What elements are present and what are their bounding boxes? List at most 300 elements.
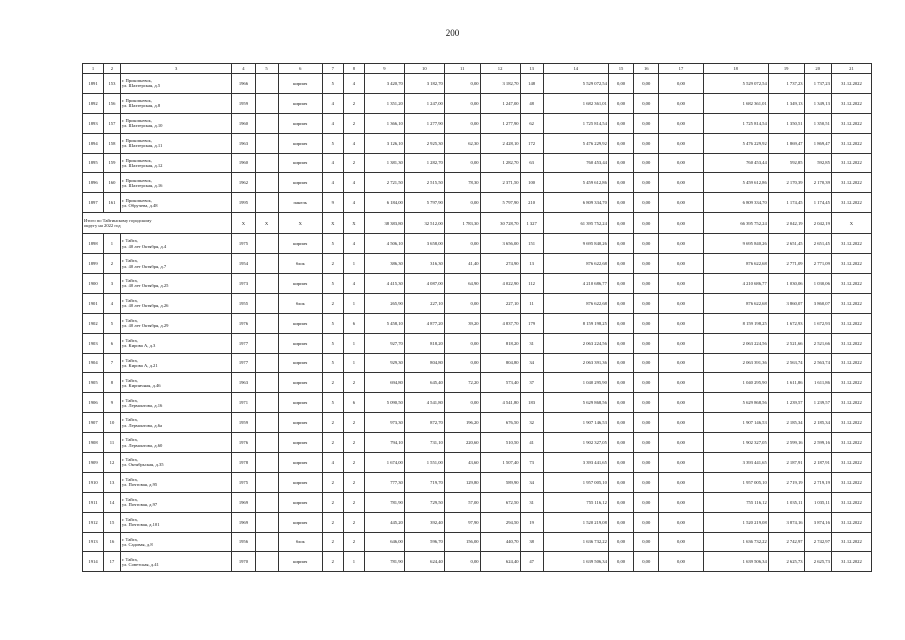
table-row [83,113,872,133]
table-cell: 1 239,57 [804,393,831,413]
table-cell: 0,00 [659,413,703,433]
subtotal-cell: X [322,213,343,234]
table-cell: 2 [322,512,343,532]
table-cell: 1 551,00 [404,453,444,473]
table-cell: кирпич [278,333,322,353]
table-cell [255,274,278,294]
table-cell: 5 629 868,56 [703,393,768,413]
header-cell: 15 [608,64,633,74]
table-cell: блок [278,254,322,274]
table-cell: 1 247,00 [480,93,520,113]
table-cell: 31.12.2022 [831,274,871,294]
table-cell: 159 [104,153,121,173]
table-cell: 0,00 [608,293,633,313]
table-cell: 1 725 814,54 [543,113,608,133]
table-cell: 4 [343,274,364,294]
table-cell: 1 [104,234,121,254]
table-cell: 2 371,50 [480,173,520,193]
table-cell: 5 [322,274,343,294]
table-cell: 31.12.2022 [831,153,871,173]
table-cell: 1899 [83,254,104,274]
table-cell: 2 [322,472,343,492]
table-cell: 1901 [83,293,104,313]
table-cell: 1955 [232,293,255,313]
table-row [83,472,872,492]
table-cell: 0,00 [608,393,633,413]
table-cell: 0,00 [634,173,659,193]
subtotal-cell: X [232,213,255,234]
table-cell: 2 521,66 [768,333,804,353]
table-cell: 0,00 [659,173,703,193]
page-number: 200 [445,28,460,38]
table-cell: 0,00 [634,353,659,373]
table-cell: 1 636 732,22 [703,532,768,552]
address-cell: г. Тайга, ул. Почтовая, д.101 [120,512,232,532]
table-cell: 1971 [232,393,255,413]
table-cell: 392,40 [404,512,444,532]
table-cell: 2 [343,433,364,453]
table-cell: 755 116,12 [543,492,608,512]
subtotal-cell: 2 042,19 [768,213,804,234]
table-cell: 1 611,86 [804,373,831,393]
address-cell: г. Тайга, ул. Почтовая, д.97 [120,492,232,512]
table-cell: 4 877,20 [404,313,444,333]
table-row [83,74,872,94]
table-cell: 294,50 [480,512,520,532]
address-cell: г. Тайга, ул. Советская, д.41 [120,552,232,572]
table-cell: 12 [104,453,121,473]
table-row [83,193,872,213]
table-cell: 624,40 [480,552,520,572]
table-cell: 0,00 [634,113,659,133]
header-cell: 19 [768,64,804,74]
table-cell: 179 [520,313,543,333]
table-cell: 7 [104,353,121,373]
table-cell: 0,00 [608,333,633,353]
table-cell [255,552,278,572]
table-cell: 510,50 [480,433,520,453]
table-cell: 62 [520,113,543,133]
table-cell: 1906 [83,393,104,413]
table-cell: 1 381,30 [364,153,404,173]
table-cell: 781,90 [364,552,404,572]
table-cell: 151 [520,234,543,254]
table-cell: 4 [322,453,343,473]
address-cell: г. Прокопьевск, ул. Шахтерская, д.11 [120,133,232,153]
table-cell: 2 [322,532,343,552]
table-cell: 1962 [232,173,255,193]
header-cell: 14 [543,64,608,74]
table-cell: 0,00 [608,532,633,552]
table-cell: 5 [322,133,343,153]
table-cell: 0,00 [659,93,703,113]
header-cell: 4 [232,64,255,74]
table-cell: панель [278,193,322,213]
table-cell: 694,80 [364,373,404,393]
table-cell: 37 [520,373,543,393]
table-cell: 73 [520,453,543,473]
table-cell: 1 035,11 [768,492,804,512]
table-cell: 1912 [83,512,104,532]
table-cell: 4 [343,133,364,153]
address-cell: г. Прокопьевск, ул. Шахтерская, д.16 [120,173,232,193]
table-cell: кирпич [278,274,322,294]
table-cell: 5 090,50 [364,393,404,413]
table-cell: 1 869,47 [804,133,831,153]
table-cell: 6 [104,333,121,353]
table-cell: 0,00 [608,413,633,433]
address-cell: г. Прокопьевск, ул. Шахтерская, д.5 [120,74,232,94]
address-cell: г. Тайга, ул. Кирпичная, д.46 [120,373,232,393]
table-cell: 5 797,90 [404,193,444,213]
table-cell: 1977 [232,353,255,373]
table-cell: 3 860,07 [768,293,804,313]
table-cell: 0,00 [608,353,633,373]
table-cell: 63 [520,153,543,173]
table-cell: 17 [104,552,121,572]
table-cell: 973,30 [364,413,404,433]
table-cell: 646,00 [364,532,404,552]
table-cell: 0,00 [659,274,703,294]
table-cell: 0,00 [659,133,703,153]
table-cell: 1891 [83,74,104,94]
subtotal-cell: 61 395 752,24 [543,213,608,234]
table-cell: 4 541,80 [404,393,444,413]
address-cell: г. Тайга, ул. Кирова А, д.21 [120,353,232,373]
table-cell: 157 [104,113,121,133]
table-cell: 72,20 [444,373,480,393]
table-cell: 4 [322,173,343,193]
table-cell: 4 [343,173,364,193]
table-cell: 4 837,70 [480,313,520,333]
table-cell: 2 625,73 [768,552,804,572]
table-cell: 6 809 334,70 [703,193,768,213]
table-cell: 1 174,45 [804,193,831,213]
table-cell: 9 [104,393,121,413]
table-cell: 31.12.2022 [831,333,871,353]
table-cell: 0,00 [634,453,659,473]
table-cell: 755 116,12 [703,492,768,512]
subtotal-cell: X [831,213,871,234]
table-cell: 4 [104,293,121,313]
table-cell: 1 639 506,34 [543,552,608,572]
header-cell: 9 [364,64,404,74]
table-cell: 4 [322,153,343,173]
table-cell: 1910 [83,472,104,492]
address-cell: г. Тайга, ул. Лермонтова, д.60 [120,433,232,453]
table-cell: 1 349,13 [768,93,804,113]
table-cell: 0,00 [634,254,659,274]
table-cell: 2 185,34 [768,413,804,433]
table-cell: 5 [322,234,343,254]
table-cell: кирпич [278,353,322,373]
table-cell: 2 [322,413,343,433]
table-row [83,293,872,313]
table-cell: 2 651,45 [768,234,804,254]
table-cell: 1 [343,254,364,274]
table-cell: 8 159 198,25 [543,313,608,333]
table-cell: 220,60 [444,433,480,453]
table-cell: 2 [322,433,343,453]
table-cell: 0,00 [634,274,659,294]
header-cell: 10 [404,64,444,74]
table-cell: 31.12.2022 [831,552,871,572]
table-cell: 3 874,16 [768,512,804,532]
subtotal-cell: 38 383,80 [364,213,404,234]
table-cell: 2 563,74 [804,353,831,373]
header-cell: 1 [83,64,104,74]
table-cell: 1970 [232,552,255,572]
table-cell: 31.12.2022 [831,373,871,393]
table-cell: 1959 [232,93,255,113]
address-cell: г. Прокопьевск, ул. Шахтерская, д.12 [120,153,232,173]
table-cell: 15 [104,512,121,532]
table-cell: 48 [520,93,543,113]
table-cell: 31.12.2022 [831,313,871,333]
table-cell: 1 611,86 [768,373,804,393]
address-cell: г. Тайга, ул. Октябрьская, д.35 [120,453,232,473]
subtotal-cell: 1 783,30 [444,213,480,234]
table-cell: 1 682 361,01 [543,93,608,113]
table-cell: 1 277,90 [404,113,444,133]
table-cell: 0,00 [634,532,659,552]
table-cell: 31.12.2022 [831,433,871,453]
table-cell: 100 [520,173,543,193]
table-cell: 2 [104,254,121,274]
table-cell: 1 737,23 [768,74,804,94]
table-cell [255,133,278,153]
table-cell: 929,30 [364,353,404,373]
table-cell: 34 [520,472,543,492]
table-cell: 31.12.2022 [831,234,871,254]
table-cell [255,512,278,532]
table-cell: 0,00 [608,173,633,193]
table-cell: 0,00 [659,254,703,274]
table-cell: 1963 [232,373,255,393]
table-cell: 265,90 [364,293,404,313]
header-cell: 7 [322,64,343,74]
table-row [83,393,872,413]
table-row [83,433,872,453]
table-cell: 4 [322,93,343,113]
table-cell: 4 [343,193,364,213]
table-cell: 0,00 [608,453,633,473]
table-cell: 31.12.2022 [831,453,871,473]
table-cell: 1909 [83,453,104,473]
table-cell: 1959 [232,413,255,433]
table-cell: 5 476 229,92 [703,133,768,153]
table-cell: 5 [322,393,343,413]
table-cell: 2 170,39 [804,173,831,193]
table-cell: 97,90 [444,512,480,532]
table-cell [255,413,278,433]
table-cell: 0,00 [659,373,703,393]
table-cell: 876 622,68 [543,254,608,274]
table-cell [255,153,278,173]
table-cell: 8 [104,373,121,393]
table-cell: 0,00 [659,552,703,572]
table-cell: 8 159 198,25 [703,313,768,333]
table-cell: 31.12.2022 [831,93,871,113]
table-cell: 0,00 [659,333,703,353]
table-cell: 0,00 [608,234,633,254]
table-cell: 11 [104,433,121,453]
table-cell: 1 350,51 [804,113,831,133]
subtotal-cell: 30 728,70 [480,213,520,234]
table-cell: кирпич [278,512,322,532]
table-cell: 5 476 229,92 [543,133,608,153]
table-cell: 0,00 [444,113,480,133]
table-cell: 0,00 [608,552,633,572]
table-cell: 0,00 [659,453,703,473]
table-cell: 729,50 [404,492,444,512]
header-cell: 13 [520,64,543,74]
table-cell: 153 [104,74,121,94]
table-cell: 0,00 [634,492,659,512]
table-cell: 31.12.2022 [831,293,871,313]
table-cell: 62,30 [444,133,480,153]
table-cell: 1960 [232,153,255,173]
table-cell: 1 [343,333,364,353]
table-cell: 0,00 [634,74,659,94]
table-cell: 1914 [83,552,104,572]
table-cell: 0,00 [608,93,633,113]
table-cell: 1969 [232,512,255,532]
table-cell: 672,50 [480,492,520,512]
table-cell: 57,00 [444,492,480,512]
header-cell: 16 [634,64,659,74]
table-cell: 1975 [232,472,255,492]
table-cell: 1 682 361,01 [703,93,768,113]
subtotal-cell: X [278,213,322,234]
table-cell: 1 957 005,10 [703,472,768,492]
table-row [83,153,872,173]
table-cell: 316,30 [404,254,444,274]
table-cell: 39,20 [444,313,480,333]
table-cell: 1 [343,293,364,313]
table-cell: 2 [343,532,364,552]
table-cell: кирпич [278,93,322,113]
table-cell: 1956 [232,532,255,552]
table-row [83,373,872,393]
table-cell: 2 [322,492,343,512]
table-cell: 0,00 [608,373,633,393]
table-cell: 4 415,30 [364,274,404,294]
table-cell: 5 [322,333,343,353]
table-cell: 0,00 [659,74,703,94]
table-cell: кирпич [278,413,322,433]
table-cell: 2 515,50 [404,173,444,193]
table-cell: 1894 [83,133,104,153]
table-cell: 1 035,11 [804,492,831,512]
table-cell: кирпич [278,373,322,393]
subtotal-cell: 1 327 [520,213,543,234]
table-cell: 5 [104,313,121,333]
table-cell: 0,00 [634,333,659,353]
table-cell: 3 420,70 [364,74,404,94]
table-cell: кирпич [278,74,322,94]
table-cell: 0,00 [608,433,633,453]
table-cell: 5 459 612,86 [703,173,768,193]
table-cell: 161 [104,193,121,213]
table-cell: 1 174,45 [768,193,804,213]
table-cell: 78,30 [444,173,480,193]
table-cell: 0,00 [634,373,659,393]
table-cell: 227,10 [404,293,444,313]
table-cell: 0,00 [659,113,703,133]
table-cell: кирпич [278,133,322,153]
table-cell: 2 521,66 [804,333,831,353]
table-cell: 1 507,40 [480,453,520,473]
table-cell: 10 [104,413,121,433]
table-cell: 0,00 [659,293,703,313]
table-cell: 0,00 [659,234,703,254]
table-row [83,552,872,572]
table-cell: 0,00 [659,512,703,532]
table-cell [255,113,278,133]
table-cell: 2 170,39 [768,173,804,193]
table-cell: 2 428,10 [480,133,520,153]
table-row [83,254,872,274]
table-cell: 818,20 [404,333,444,353]
table-cell: 1902 [83,313,104,333]
table-cell: 2 [343,413,364,433]
table-cell: 2 651,45 [804,234,831,254]
table-cell: 1960 [232,113,255,133]
table-cell: 5 459 612,86 [543,173,608,193]
table-cell: 2 187,91 [804,453,831,473]
table-cell: кирпич [278,453,322,473]
table-cell: 573,40 [480,373,520,393]
table-cell: 760 453,44 [543,153,608,173]
table-cell: 0,00 [659,153,703,173]
table-cell [255,373,278,393]
header-cell: 11 [444,64,480,74]
table-cell: 43,60 [444,453,480,473]
table-cell: кирпич [278,433,322,453]
table-cell: кирпич [278,313,322,333]
table-cell: 4 022,90 [480,274,520,294]
table-cell: 0,00 [608,492,633,512]
table-row [83,413,872,433]
table-row [83,133,872,153]
table-cell: 0,00 [608,472,633,492]
table-row [83,512,872,532]
table-cell: 2 599,16 [768,433,804,453]
header-cell: 2 [104,64,121,74]
table-cell: 2 [322,293,343,313]
table-cell: кирпич [278,113,322,133]
table-cell: 2 771,09 [804,254,831,274]
table-cell: 1897 [83,193,104,213]
table-cell: кирпич [278,492,322,512]
table-cell: 804,80 [480,353,520,373]
table-row [83,173,872,193]
table-cell: 9 [322,193,343,213]
table-cell: 6 184,00 [364,193,404,213]
table-cell: 1913 [83,532,104,552]
table-cell: 1903 [83,333,104,353]
table-cell: 1978 [232,453,255,473]
table-cell: 624,40 [404,552,444,572]
header-cell: 20 [804,64,831,74]
table-cell: 3 658,00 [404,234,444,254]
table-cell: 1 520 219,08 [703,512,768,532]
table-cell: 0,00 [608,113,633,133]
table-cell: 5 [322,74,343,94]
table-cell: 3 [104,274,121,294]
table-cell: 1 351,20 [364,93,404,113]
